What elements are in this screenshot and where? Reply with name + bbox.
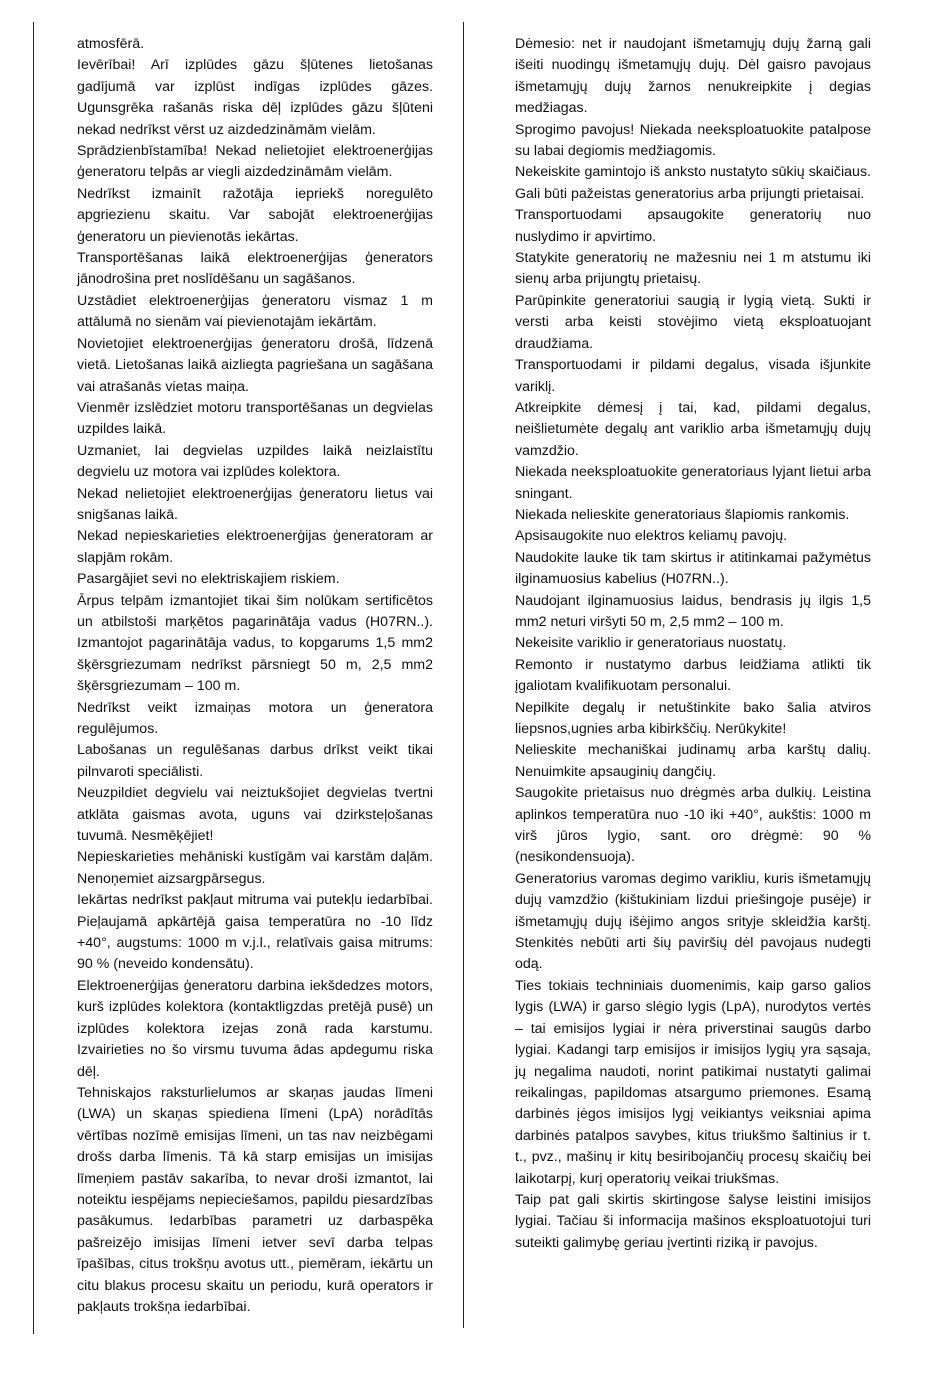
paragraph: Nekeisite variklio ir generatoriaus nuostatų. <box>515 635 787 652</box>
paragraph: Ārpus telpām izmantojiet tikai šim nolūkam sertificētos un atbilstoši marķētos pagarinātāja vadus (H07RN..). Izmantojot pagarinātāja vadus, to kopgarums 1,5 mm2 šķērsgriezumam nedrīkst pārsniegt 50 m, 2,5 mm2 šķērsgriezumam – 100 m. <box>77 592 433 695</box>
paragraph: Atkreipkite dėmesį į tai, kad, pildami degalus, neišlietumėte degalų ant variklio arba išmetamųjų dujų vamzdžio. <box>515 399 871 459</box>
paragraph: Nekeiskite gamintojo iš anksto nustatyto sūkių skaičiaus. Gali būti pažeistas generatorius arba prijungti prietaisai. <box>515 164 871 202</box>
paragraph: Transportēšanas laikā elektroenerģijas ģenerators jānodrošina pret noslīdēšanu un sagāšanos. <box>77 250 433 288</box>
paragraph: Parūpinkite generatoriui saugią ir lygią vietą. Sukti ir versti arba keisti stovėjimo vietą eksploatuojant draudžiama. <box>515 292 871 352</box>
left-margin-rule <box>33 22 34 1334</box>
paragraph: Iekārtas nedrīkst pakļaut mitruma vai putekļu iedarbībai. Pieļaujamā apkārtējā gaisa temperatūra no -10 līdz +40°, augstums: 1000 m v.j.l., relatīvais gaisa mitrums: 90 % (neveido kondensātu). <box>77 892 433 973</box>
paragraph: Pasargājiet sevi no elektriskajiem riskiem. <box>77 571 340 588</box>
paragraph: Tehniskajos raksturlielumos ar skaņas jaudas līmeni (LWA) un skaņas spiediena līmeni (LpA) norādītās vērtības nozīmē emisijas līmeni, un tas nav neizbēgami drošs darba līmenis. Tā kā starp emisijas un imisijas līmeņiem pastāv sakarība, to nevar droši izmantot, lai noteiktu iespējams nepieciešamos, papildu piesardzības pasākumus. Iedarbības parametri uz darbaspēka pašreizējo imisijas līmeni ietver sevī darba telpas īpašības, citus trokšņu avotus utt., piemēram, iekārtu un citu blakus procesu skaitu un periodu, kurā operators ir pakļauts trokšņa iedarbībai. <box>77 1084 433 1315</box>
paragraph: Sprogimo pavojus! Niekada neeksploatuokite patalpose su labai degiomis medžiagomis. <box>515 121 871 160</box>
paragraph: Ievērībai! Arī izplūdes gāzu šļūtenes lietošanas gadījumā var izplūst indīgas izplūdes gāzes. Ugunsgrēka rašanās riska dēļ izplūdes gāzu šļūteni nekad nedrīkst vērst uz aizdedzināmām vielām. <box>77 57 433 138</box>
paragraph: Transportuodami ir pildami degalus, visada išjunkite variklį. <box>515 357 871 395</box>
paragraph: Transportuodami apsaugokite generatorių nuo nuslydimo ir apvirtimo. <box>515 207 871 245</box>
paragraph: Sprādzienbīstamība! Nekad nelietojiet elektroenerģijas ģeneratoru telpās ar viegli aizdedzināmām vielām. <box>77 143 433 181</box>
paragraph: Uzstādiet elektroenerģijas ģeneratoru vismaz 1 m attālumā no sienām vai pievienotajām iekārtām. <box>77 292 433 331</box>
paragraph: Nekad nepieskarieties elektroenerģijas ģeneratoram ar slapjām rokām. <box>77 528 433 566</box>
paragraph: Generatorius varomas degimo varikliu, kuris išmetamųjų dujų vamzdžio (kištukiniam lizdui priešingoje pusėje) ir išmetamųjų dujų išėjimo angos srityje skleidžia karštį. Stenkitės nebūti arti šių paviršių dėl pavojaus nudegti odą. <box>515 870 871 973</box>
paragraph: Saugokite prietaisus nuo drėgmės arba dulkių. Leistina aplinkos temperatūra nuo -10 iki +40°, aukštis: 1000 m virš jūros lygio, sant. oro drėgmė: 90 % (nesikondensuoja). <box>515 785 871 866</box>
paragraph: Naudokite lauke tik tam skirtus ir atitinkamai pažymėtus ilginamuosius kabelius (H07RN..). <box>515 549 871 588</box>
paragraph: Statykite generatorių ne mažesniu nei 1 m atstumu iki sienų arba prijungtų prietaisų. <box>515 250 871 288</box>
paragraph: Elektroenerģijas ģeneratoru darbina iekšdedzes motors, kurš izplūdes kolektora (kontaktligzdas pretējā pusē) un izplūdes kolektora izejas zonā rada karstumu. Izvairieties no šo virsmu tuvuma ādas apdegumu riska dēļ. <box>77 977 433 1080</box>
paragraph: Uzmaniet, lai degvielas uzpildes laikā neizlaistītu degvielu uz motora vai izplūdes kolektora. <box>77 442 433 481</box>
right-column-lithuanian <box>515 34 871 1254</box>
column-divider-rule <box>463 22 464 1328</box>
paragraph: Novietojiet elektroenerģijas ģeneratoru drošā, līdzenā vietā. Lietošanas laikā aizliegta pagriešana un sagāšana vai atrašanās vietas maiņa. <box>77 335 433 395</box>
paragraph: atmosfērā. <box>77 36 145 52</box>
paragraph: Labošanas un regulēšanas darbus drīkst veikt tikai pilnvaroti speciālisti. <box>77 742 433 780</box>
paragraph: Nedrīkst izmainīt ražotāja iepriekš noregulēto apgriezienu skaitu. Var sabojāt elektroenerģijas ģeneratoru un pievienotās iekārtas. <box>77 185 433 245</box>
paragraph: Nedrīkst veikt izmaiņas motora un ģeneratora regulējumos. <box>77 699 433 737</box>
paragraph: Ties tokiais techniniais duomenimis, kaip garso galios lygis (LWA) ir garso slėgio lygis (LpA), nurodytos vertės – tai emisijos lygiai ir nėra priverstinai saugūs darbo lygiai. Kadangi tarp emisijos ir imisijos lygių yra sąsaja, jų negalima naudoti, norint patikimai nustatyti galimai reikalingas, papildomas atsargumo priemones. Esamą darbinės įėgos imisijos lygį veikiantys veiksniai apima darbinės patalpos savybes, kitus triukšmo šaltinius ir t. t., pvz., mašinų ir kitų besiribojančių procesų skaičių bei laikotarpį, kurį operatorių veikai triukšmas. <box>515 977 871 1187</box>
paragraph: Remonto ir nustatymo darbus leidžiama atlikti tik įgaliotam kvalifikuotam personalui. <box>515 656 871 695</box>
paragraph: Naudojant ilginamuosius laidus, bendrasis jų ilgis 1,5 mm2 neturi viršyti 50 m, 2,5 mm2 – 100 m. <box>515 592 871 630</box>
paragraph: Nepieskarieties mehāniski kustīgām vai karstām daļām. Nenoņemiet aizsargpārsegus. <box>77 849 433 887</box>
paragraph: Nepilkite degalų ir netuštinkite bako šalia atviros liepsnos,ugnies arba kibirkščių. Nerūkykite! <box>515 699 871 737</box>
paragraph: Vienmēr izslēdziet motoru transportēšanas un degvielas uzpildes laikā. <box>77 399 433 438</box>
paragraph: Nelieskite mechaniškai judinamų arba karštų dalių. Nenuimkite apsauginių dangčių. <box>515 742 871 780</box>
paragraph: Nekad nelietojiet elektroenerģijas ģeneratoru lietus vai snigšanas laikā. <box>77 485 433 523</box>
paragraph: Neuzpildiet degvielu vai neiztukšojiet degvielas tvertni atklāta gaismas avota, uguns vai dzirksteļošanas tuvumā. Nesmēķējiet! <box>77 785 433 845</box>
paragraph: Niekada nelieskite generatoriaus šlapiomis rankomis. <box>515 506 850 523</box>
paragraph: Taip pat gali skirtis skirtingose šalyse leistini imisijos lygiai. Tačiau ši informacija mašinos eksploatuotojui turi suteikti galimybę geriau įvertinti riziką ir pavojus. <box>515 1191 871 1251</box>
paragraph: Apsisaugokite nuo elektros keliamų pavojų. <box>515 528 788 545</box>
left-column-latvian <box>77 34 433 1318</box>
paragraph: Dėmesio: net ir naudojant išmetamųjų dujų žarną gali išeiti nuodingų išmetamųjų dujų. Dėl gaisro pavojaus išmetamųjų dujų žarnos nenukreipkite į degias medžiagas. <box>515 36 871 117</box>
paragraph: Niekada neeksploatuokite generatoriaus lyjant lietui arba sningant. <box>515 464 871 502</box>
